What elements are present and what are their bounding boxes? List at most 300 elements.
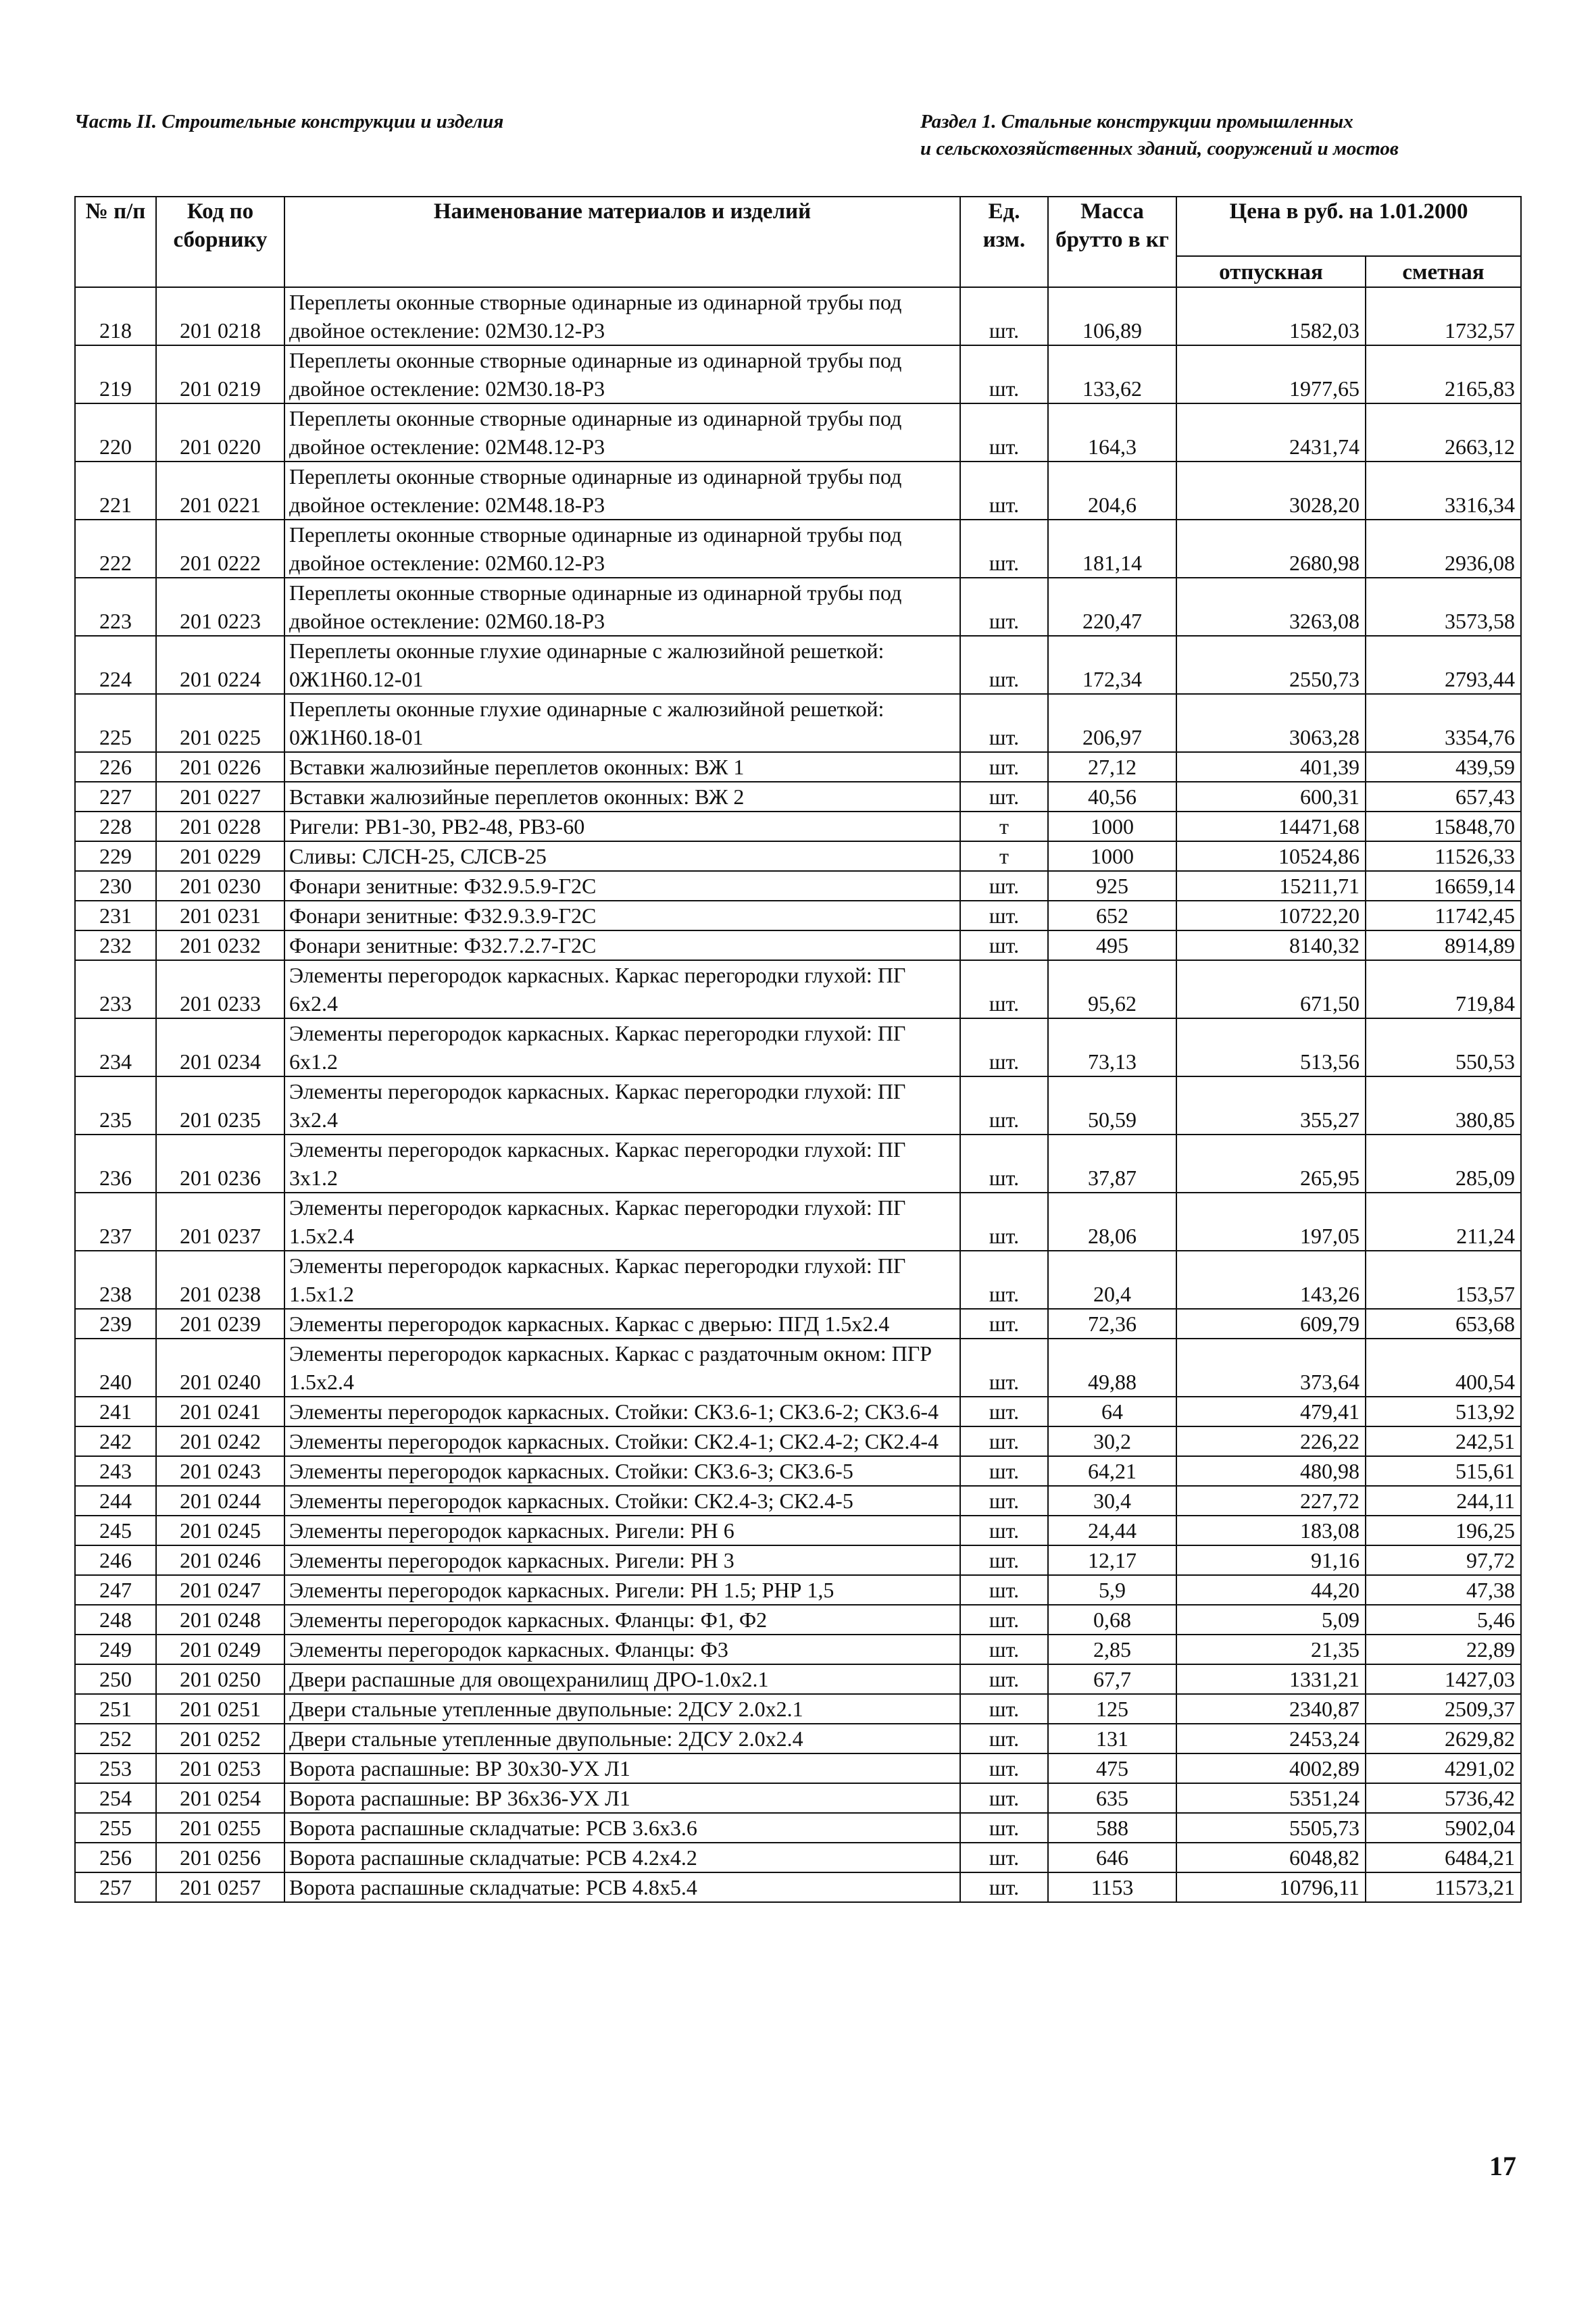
cell-code: 201 0218: [156, 287, 284, 345]
cell-p2: 22,89: [1366, 1635, 1521, 1664]
cell-p1: 1331,21: [1176, 1664, 1366, 1694]
cell-unit: шт.: [960, 345, 1048, 403]
cell-name: Элементы перегородок каркасных. Каркас перегородки глухой: ПГ 1.5х1.2: [284, 1251, 960, 1309]
cell-p2: 196,25: [1366, 1516, 1521, 1545]
cell-p1: 671,50: [1176, 960, 1366, 1018]
cell-mass: 40,56: [1048, 782, 1176, 812]
cell-unit: шт.: [960, 1516, 1048, 1545]
cell-unit: шт.: [960, 1605, 1048, 1635]
running-header-right-line2: и сельскохозяйственных зданий, сооружений и мостов: [920, 138, 1399, 159]
cell-unit: шт.: [960, 1018, 1048, 1076]
cell-p2: 211,24: [1366, 1193, 1521, 1251]
cell-num: 218: [75, 287, 156, 345]
cell-code: 201 0242: [156, 1426, 284, 1456]
cell-p2: 244,11: [1366, 1486, 1521, 1516]
cell-unit: шт.: [960, 1193, 1048, 1251]
col-header-price-release: отпускная: [1176, 256, 1366, 287]
cell-mass: 2,85: [1048, 1635, 1176, 1664]
cell-num: 256: [75, 1843, 156, 1872]
cell-code: 201 0246: [156, 1545, 284, 1575]
cell-unit: т: [960, 812, 1048, 841]
table-row: [75, 812, 1521, 841]
cell-num: 255: [75, 1813, 156, 1843]
cell-code: 201 0228: [156, 812, 284, 841]
cell-p1: 5351,24: [1176, 1783, 1366, 1813]
cell-p1: 5505,73: [1176, 1813, 1366, 1843]
cell-mass: 28,06: [1048, 1193, 1176, 1251]
cell-p2: 513,92: [1366, 1397, 1521, 1426]
cell-p2: 5736,42: [1366, 1783, 1521, 1813]
cell-mass: 106,89: [1048, 287, 1176, 345]
table-row: [75, 1843, 1521, 1872]
cell-name: Ворота распашные: ВР 30х30-УХ Л1: [284, 1753, 960, 1783]
cell-mass: 164,3: [1048, 403, 1176, 462]
cell-mass: 635: [1048, 1783, 1176, 1813]
cell-p1: 2550,73: [1176, 636, 1366, 694]
cell-name: Элементы перегородок каркасных. Стойки: СК3.6-3; СК3.6-5: [284, 1456, 960, 1486]
table-head: [75, 197, 1521, 287]
cell-p2: 3316,34: [1366, 462, 1521, 520]
cell-mass: 925: [1048, 871, 1176, 901]
cell-mass: 0,68: [1048, 1605, 1176, 1635]
cell-name: Элементы перегородок каркасных. Каркас перегородки глухой: ПГ 1.5х2.4: [284, 1193, 960, 1251]
cell-unit: шт.: [960, 1456, 1048, 1486]
cell-name: Переплеты оконные створные одинарные из одинарной трубы под двойное остекление: 02М48.18-Р3: [284, 462, 960, 520]
cell-code: 201 0230: [156, 871, 284, 901]
cell-code: 201 0243: [156, 1456, 284, 1486]
cell-name: Ворота распашные: ВР 36х36-УХ Л1: [284, 1783, 960, 1813]
cell-p2: 2629,82: [1366, 1724, 1521, 1753]
cell-mass: 67,7: [1048, 1664, 1176, 1694]
cell-mass: 172,34: [1048, 636, 1176, 694]
table-row: [75, 960, 1521, 1018]
running-header-left: Часть II. Строительные конструкции и изделия: [74, 111, 504, 132]
cell-mass: 1000: [1048, 812, 1176, 841]
cell-code: 201 0254: [156, 1783, 284, 1813]
cell-name: Переплеты оконные глухие одинарные с жалюзийной решеткой: 0Ж1Н60.12-01: [284, 636, 960, 694]
cell-name: Переплеты оконные створные одинарные из одинарной трубы под двойное остекление: 02М30.12-Р3: [284, 287, 960, 345]
cell-p2: 8914,89: [1366, 930, 1521, 960]
cell-name: Ворота распашные складчатые: РСВ 3.6х3.6: [284, 1813, 960, 1843]
cell-mass: 73,13: [1048, 1018, 1176, 1076]
cell-name: Ворота распашные складчатые: РСВ 4.8х5.4: [284, 1872, 960, 1902]
cell-p1: 3063,28: [1176, 694, 1366, 752]
cell-name: Двери стальные утепленные двупольные: 2ДСУ 2.0х2.4: [284, 1724, 960, 1753]
cell-mass: 95,62: [1048, 960, 1176, 1018]
cell-code: 201 0222: [156, 520, 284, 578]
cell-code: 201 0234: [156, 1018, 284, 1076]
cell-p1: 265,95: [1176, 1135, 1366, 1193]
cell-unit: шт.: [960, 930, 1048, 960]
cell-mass: 181,14: [1048, 520, 1176, 578]
cell-p2: 1732,57: [1366, 287, 1521, 345]
cell-mass: 50,59: [1048, 1076, 1176, 1135]
cell-name: Элементы перегородок каркасных. Ригели: РН 6: [284, 1516, 960, 1545]
cell-code: 201 0236: [156, 1135, 284, 1193]
cell-unit: шт.: [960, 960, 1048, 1018]
cell-unit: шт.: [960, 1843, 1048, 1872]
cell-code: 201 0247: [156, 1575, 284, 1605]
cell-p1: 2453,24: [1176, 1724, 1366, 1753]
cell-p1: 15211,71: [1176, 871, 1366, 901]
cell-p2: 3573,58: [1366, 578, 1521, 636]
cell-unit: шт.: [960, 462, 1048, 520]
cell-p2: 285,09: [1366, 1135, 1521, 1193]
cell-name: Элементы перегородок каркасных. Стойки: СК2.4-1; СК2.4-2; СК2.4-4: [284, 1426, 960, 1456]
cell-p1: 2680,98: [1176, 520, 1366, 578]
cell-mass: 131: [1048, 1724, 1176, 1753]
cell-p1: 3263,08: [1176, 578, 1366, 636]
cell-mass: 20,4: [1048, 1251, 1176, 1309]
cell-num: 247: [75, 1575, 156, 1605]
cell-p1: 143,26: [1176, 1251, 1366, 1309]
cell-mass: 1153: [1048, 1872, 1176, 1902]
cell-p2: 5902,04: [1366, 1813, 1521, 1843]
cell-name: Элементы перегородок каркасных. Каркас перегородки глухой: ПГ 6х2.4: [284, 960, 960, 1018]
cell-code: 201 0226: [156, 752, 284, 782]
cell-name: Элементы перегородок каркасных. Стойки: СК3.6-1; СК3.6-2; СК3.6-4: [284, 1397, 960, 1426]
cell-code: 201 0244: [156, 1486, 284, 1516]
cell-code: 201 0227: [156, 782, 284, 812]
cell-p1: 609,79: [1176, 1309, 1366, 1339]
cell-code: 201 0225: [156, 694, 284, 752]
cell-name: Ворота распашные складчатые: РСВ 4.2х4.2: [284, 1843, 960, 1872]
cell-code: 201 0229: [156, 841, 284, 871]
cell-name: Элементы перегородок каркасных. Каркас перегородки глухой: ПГ 3х2.4: [284, 1076, 960, 1135]
cell-p2: 16659,14: [1366, 871, 1521, 901]
cell-num: 257: [75, 1872, 156, 1902]
table-row: [75, 1813, 1521, 1843]
cell-p1: 10524,86: [1176, 841, 1366, 871]
table-row: [75, 403, 1521, 462]
cell-p2: 3354,76: [1366, 694, 1521, 752]
cell-unit: шт.: [960, 1309, 1048, 1339]
cell-name: Сливы: СЛСН-25, СЛСВ-25: [284, 841, 960, 871]
cell-num: 254: [75, 1783, 156, 1813]
cell-p1: 8140,32: [1176, 930, 1366, 960]
cell-unit: шт.: [960, 782, 1048, 812]
cell-unit: шт.: [960, 1664, 1048, 1694]
cell-code: 201 0245: [156, 1516, 284, 1545]
cell-num: 237: [75, 1193, 156, 1251]
cell-p2: 11526,33: [1366, 841, 1521, 871]
cell-p1: 401,39: [1176, 752, 1366, 782]
table-row: [75, 1753, 1521, 1783]
cell-mass: 495: [1048, 930, 1176, 960]
cell-name: Переплеты оконные створные одинарные из одинарной трубы под двойное остекление: 02М48.12-Р3: [284, 403, 960, 462]
cell-mass: 49,88: [1048, 1339, 1176, 1397]
cell-unit: шт.: [960, 403, 1048, 462]
cell-num: 228: [75, 812, 156, 841]
table-row: [75, 1694, 1521, 1724]
cell-num: 252: [75, 1724, 156, 1753]
cell-code: 201 0249: [156, 1635, 284, 1664]
cell-p2: 4291,02: [1366, 1753, 1521, 1783]
cell-p1: 227,72: [1176, 1486, 1366, 1516]
cell-num: 226: [75, 752, 156, 782]
cell-unit: шт.: [960, 694, 1048, 752]
col-header-name: Наименование материалов и изделий: [284, 197, 960, 287]
cell-p1: 4002,89: [1176, 1753, 1366, 1783]
cell-name: Элементы перегородок каркасных. Каркас с дверью: ПГД 1.5х2.4: [284, 1309, 960, 1339]
table-row: [75, 578, 1521, 636]
cell-unit: шт.: [960, 1575, 1048, 1605]
cell-p2: 2663,12: [1366, 403, 1521, 462]
cell-num: 238: [75, 1251, 156, 1309]
cell-num: 241: [75, 1397, 156, 1426]
cell-code: 201 0231: [156, 901, 284, 930]
cell-name: Элементы перегородок каркасных. Стойки: СК2.4-3; СК2.4-5: [284, 1486, 960, 1516]
cell-unit: шт.: [960, 1753, 1048, 1783]
table-row: [75, 1545, 1521, 1575]
cell-name: Элементы перегородок каркасных. Каркас перегородки глухой: ПГ 6х1.2: [284, 1018, 960, 1076]
table-row: [75, 694, 1521, 752]
cell-unit: т: [960, 841, 1048, 871]
cell-p1: 226,22: [1176, 1426, 1366, 1456]
cell-mass: 30,4: [1048, 1486, 1176, 1516]
cell-num: 221: [75, 462, 156, 520]
cell-mass: 30,2: [1048, 1426, 1176, 1456]
table-row: [75, 1076, 1521, 1135]
cell-num: 243: [75, 1456, 156, 1486]
cell-code: 201 0255: [156, 1813, 284, 1843]
cell-unit: шт.: [960, 1339, 1048, 1397]
cell-name: Вставки жалюзийные переплетов оконных: ВЖ 2: [284, 782, 960, 812]
cell-name: Вставки жалюзийные переплетов оконных: ВЖ 1: [284, 752, 960, 782]
cell-num: 233: [75, 960, 156, 1018]
cell-mass: 5,9: [1048, 1575, 1176, 1605]
table-row: [75, 1724, 1521, 1753]
cell-name: Элементы перегородок каркасных. Фланцы: Ф3: [284, 1635, 960, 1664]
table-row: [75, 1309, 1521, 1339]
cell-p1: 91,16: [1176, 1545, 1366, 1575]
cell-p2: 380,85: [1366, 1076, 1521, 1135]
cell-code: 201 0232: [156, 930, 284, 960]
cell-unit: шт.: [960, 1076, 1048, 1135]
table-row: [75, 1664, 1521, 1694]
cell-p1: 373,64: [1176, 1339, 1366, 1397]
cell-code: 201 0224: [156, 636, 284, 694]
table-row: [75, 1605, 1521, 1635]
cell-code: 201 0220: [156, 403, 284, 462]
cell-p2: 550,53: [1366, 1018, 1521, 1076]
table-row: [75, 1251, 1521, 1309]
cell-num: 227: [75, 782, 156, 812]
cell-p2: 153,57: [1366, 1251, 1521, 1309]
cell-p2: 5,46: [1366, 1605, 1521, 1635]
cell-mass: 27,12: [1048, 752, 1176, 782]
cell-p2: 515,61: [1366, 1456, 1521, 1486]
cell-code: 201 0240: [156, 1339, 284, 1397]
cell-unit: шт.: [960, 578, 1048, 636]
cell-num: 242: [75, 1426, 156, 1456]
cell-num: 224: [75, 636, 156, 694]
cell-p2: 400,54: [1366, 1339, 1521, 1397]
cell-p1: 197,05: [1176, 1193, 1366, 1251]
cell-name: Переплеты оконные глухие одинарные с жалюзийной решеткой: 0Ж1Н60.18-01: [284, 694, 960, 752]
table-row: [75, 1397, 1521, 1426]
cell-num: 235: [75, 1076, 156, 1135]
cell-mass: 72,36: [1048, 1309, 1176, 1339]
cell-num: 234: [75, 1018, 156, 1076]
cell-unit: шт.: [960, 1724, 1048, 1753]
cell-mass: 475: [1048, 1753, 1176, 1783]
col-header-code: Код по сборнику: [156, 197, 284, 287]
cell-p2: 242,51: [1366, 1426, 1521, 1456]
cell-p2: 6484,21: [1366, 1843, 1521, 1872]
col-header-price-estimate: сметная: [1366, 256, 1521, 287]
cell-name: Фонари зенитные: Ф32.7.2.7-Г2С: [284, 930, 960, 960]
cell-p1: 14471,68: [1176, 812, 1366, 841]
cell-p2: 47,38: [1366, 1575, 1521, 1605]
cell-code: 201 0251: [156, 1694, 284, 1724]
cell-name: Элементы перегородок каркасных. Ригели: РН 3: [284, 1545, 960, 1575]
cell-p1: 10722,20: [1176, 901, 1366, 930]
cell-code: 201 0241: [156, 1397, 284, 1426]
cell-unit: шт.: [960, 1545, 1048, 1575]
table-row: [75, 901, 1521, 930]
table-row: [75, 1635, 1521, 1664]
table-row: [75, 1456, 1521, 1486]
cell-name: Двери стальные утепленные двупольные: 2ДСУ 2.0х2.1: [284, 1694, 960, 1724]
cell-num: 236: [75, 1135, 156, 1193]
cell-p2: 97,72: [1366, 1545, 1521, 1575]
cell-mass: 64: [1048, 1397, 1176, 1426]
cell-num: 223: [75, 578, 156, 636]
running-header-right-line1: Раздел 1. Стальные конструкции промышленных: [920, 111, 1353, 132]
cell-mass: 37,87: [1048, 1135, 1176, 1193]
cell-unit: шт.: [960, 1486, 1048, 1516]
cell-code: 201 0248: [156, 1605, 284, 1635]
cell-p1: 6048,82: [1176, 1843, 1366, 1872]
cell-mass: 652: [1048, 901, 1176, 930]
cell-num: 251: [75, 1694, 156, 1724]
cell-num: 248: [75, 1605, 156, 1635]
cell-unit: шт.: [960, 1397, 1048, 1426]
table-row: [75, 752, 1521, 782]
cell-name: Фонари зенитные: Ф32.9.3.9-Г2С: [284, 901, 960, 930]
cell-unit: шт.: [960, 287, 1048, 345]
table-row: [75, 841, 1521, 871]
cell-p2: 15848,70: [1366, 812, 1521, 841]
cell-name: Элементы перегородок каркасных. Фланцы: Ф1, Ф2: [284, 1605, 960, 1635]
table-row: [75, 782, 1521, 812]
cell-name: Переплеты оконные створные одинарные из одинарной трубы под двойное остекление: 02М60.18-Р3: [284, 578, 960, 636]
cell-mass: 220,47: [1048, 578, 1176, 636]
cell-num: 239: [75, 1309, 156, 1339]
cell-num: 245: [75, 1516, 156, 1545]
cell-p1: 355,27: [1176, 1076, 1366, 1135]
cell-p2: 2936,08: [1366, 520, 1521, 578]
cell-unit: шт.: [960, 752, 1048, 782]
cell-num: 230: [75, 871, 156, 901]
table-row: [75, 871, 1521, 901]
page-number: 17: [1489, 2151, 1516, 2181]
cell-code: 201 0239: [156, 1309, 284, 1339]
cell-num: 240: [75, 1339, 156, 1397]
cell-p1: 600,31: [1176, 782, 1366, 812]
cell-num: 246: [75, 1545, 156, 1575]
cell-num: 222: [75, 520, 156, 578]
table-row: [75, 1135, 1521, 1193]
cell-p2: 719,84: [1366, 960, 1521, 1018]
cell-unit: шт.: [960, 1813, 1048, 1843]
cell-code: 201 0238: [156, 1251, 284, 1309]
cell-unit: шт.: [960, 636, 1048, 694]
cell-p1: 3028,20: [1176, 462, 1366, 520]
col-header-mass: Масса брутто в кг: [1048, 197, 1176, 287]
cell-code: 201 0237: [156, 1193, 284, 1251]
cell-unit: шт.: [960, 1426, 1048, 1456]
cell-mass: 24,44: [1048, 1516, 1176, 1545]
cell-p1: 10796,11: [1176, 1872, 1366, 1902]
cell-num: 229: [75, 841, 156, 871]
cell-p2: 11573,21: [1366, 1872, 1521, 1902]
cell-num: 244: [75, 1486, 156, 1516]
table-body: [75, 287, 1521, 1902]
cell-p1: 2431,74: [1176, 403, 1366, 462]
cell-num: 249: [75, 1635, 156, 1664]
cell-p2: 2793,44: [1366, 636, 1521, 694]
cell-p1: 2340,87: [1176, 1694, 1366, 1724]
cell-code: 201 0235: [156, 1076, 284, 1135]
table-row: [75, 1193, 1521, 1251]
table-row: [75, 287, 1521, 345]
cell-p1: 44,20: [1176, 1575, 1366, 1605]
cell-p2: 439,59: [1366, 752, 1521, 782]
cell-p1: 480,98: [1176, 1456, 1366, 1486]
cell-name: Переплеты оконные створные одинарные из одинарной трубы под двойное остекление: 02М30.18-Р3: [284, 345, 960, 403]
col-header-price-group: Цена в руб. на 1.01.2000: [1176, 197, 1521, 256]
cell-mass: 206,97: [1048, 694, 1176, 752]
table-row: [75, 1486, 1521, 1516]
cell-unit: шт.: [960, 1635, 1048, 1664]
cell-mass: 646: [1048, 1843, 1176, 1872]
cell-num: 253: [75, 1753, 156, 1783]
cell-code: 201 0221: [156, 462, 284, 520]
cell-name: Элементы перегородок каркасных. Ригели: РН 1.5; РНР 1,5: [284, 1575, 960, 1605]
table-row: [75, 1516, 1521, 1545]
cell-p1: 183,08: [1176, 1516, 1366, 1545]
cell-mass: 64,21: [1048, 1456, 1176, 1486]
cell-mass: 12,17: [1048, 1545, 1176, 1575]
cell-num: 250: [75, 1664, 156, 1694]
price-table: [74, 196, 1522, 1903]
cell-p2: 11742,45: [1366, 901, 1521, 930]
cell-p2: 2509,37: [1366, 1694, 1521, 1724]
cell-p1: 5,09: [1176, 1605, 1366, 1635]
cell-num: 232: [75, 930, 156, 960]
cell-code: 201 0256: [156, 1843, 284, 1872]
col-header-num: № п/п: [75, 197, 156, 287]
table-row: [75, 1872, 1521, 1902]
cell-p2: 657,43: [1366, 782, 1521, 812]
running-header-right: [920, 108, 1399, 162]
cell-code: 201 0250: [156, 1664, 284, 1694]
cell-unit: шт.: [960, 1872, 1048, 1902]
table-row: [75, 1018, 1521, 1076]
cell-mass: 1000: [1048, 841, 1176, 871]
cell-mass: 588: [1048, 1813, 1176, 1843]
table-row: [75, 1426, 1521, 1456]
cell-name: Элементы перегородок каркасных. Каркас с раздаточным окном: ПГР 1.5х2.4: [284, 1339, 960, 1397]
cell-p1: 513,56: [1176, 1018, 1366, 1076]
cell-mass: 204,6: [1048, 462, 1176, 520]
cell-unit: шт.: [960, 1694, 1048, 1724]
table-row: [75, 345, 1521, 403]
cell-mass: 133,62: [1048, 345, 1176, 403]
table-row: [75, 1339, 1521, 1397]
